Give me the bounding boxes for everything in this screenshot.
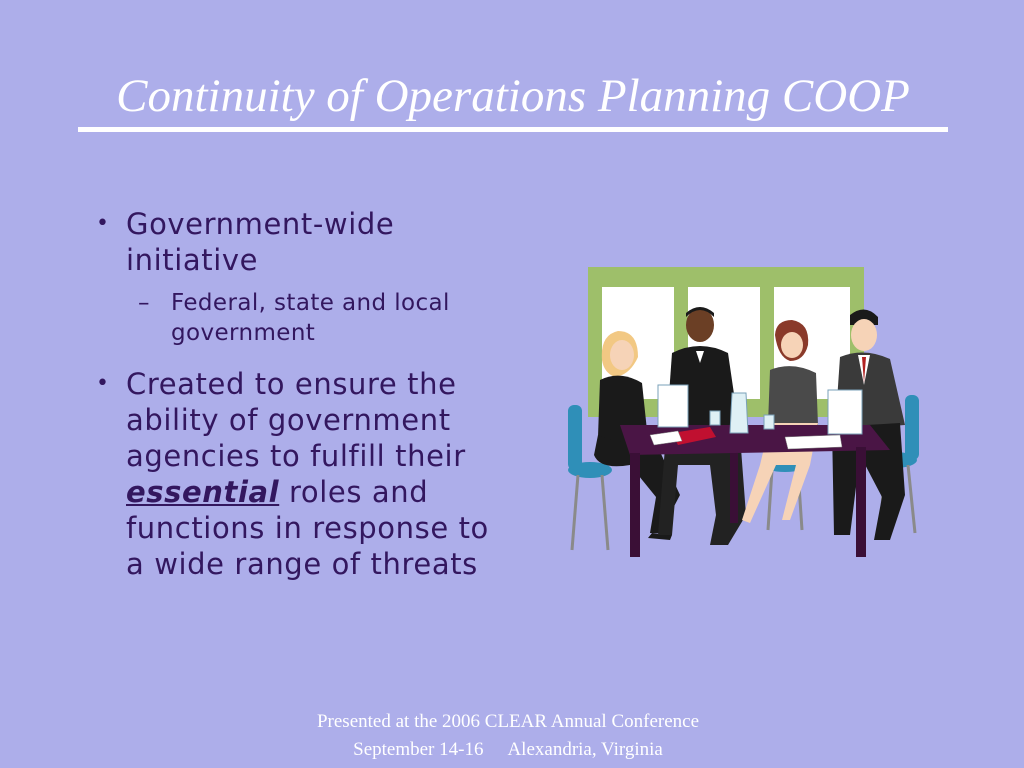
footer-location: Alexandria, Virginia — [507, 739, 663, 760]
bullet-text: Government-wide initiative — [126, 207, 395, 277]
footer-line-2 — [200, 736, 816, 764]
bullet-text-part2: roles and functions in response to a wide range of threats — [126, 475, 489, 581]
slide-title: Continuity of Operations Planning COOP — [116, 70, 910, 122]
bullet-item-1 — [90, 206, 510, 278]
emphasized-word: essential — [126, 475, 280, 509]
bullet-list — [90, 206, 510, 582]
footer-dates: September 14-16 — [353, 739, 484, 760]
bullet-dot: • — [96, 371, 110, 396]
business-meeting-illustration — [560, 265, 930, 565]
sub-bullet-item-1 — [90, 288, 510, 348]
sub-bullet-dash: – — [138, 290, 150, 316]
sub-bullet-text: Federal, state and local government — [171, 290, 450, 346]
bullet-dot: • — [96, 211, 110, 236]
title-underline — [78, 127, 948, 132]
bullet-text-part1: Created to ensure the ability of government agencies to fulfill their — [126, 367, 466, 473]
footer-line-1: Presented at the 2006 CLEAR Annual Conference — [316, 711, 699, 732]
bullet-item-2 — [90, 366, 510, 582]
slide-footer — [200, 708, 816, 764]
